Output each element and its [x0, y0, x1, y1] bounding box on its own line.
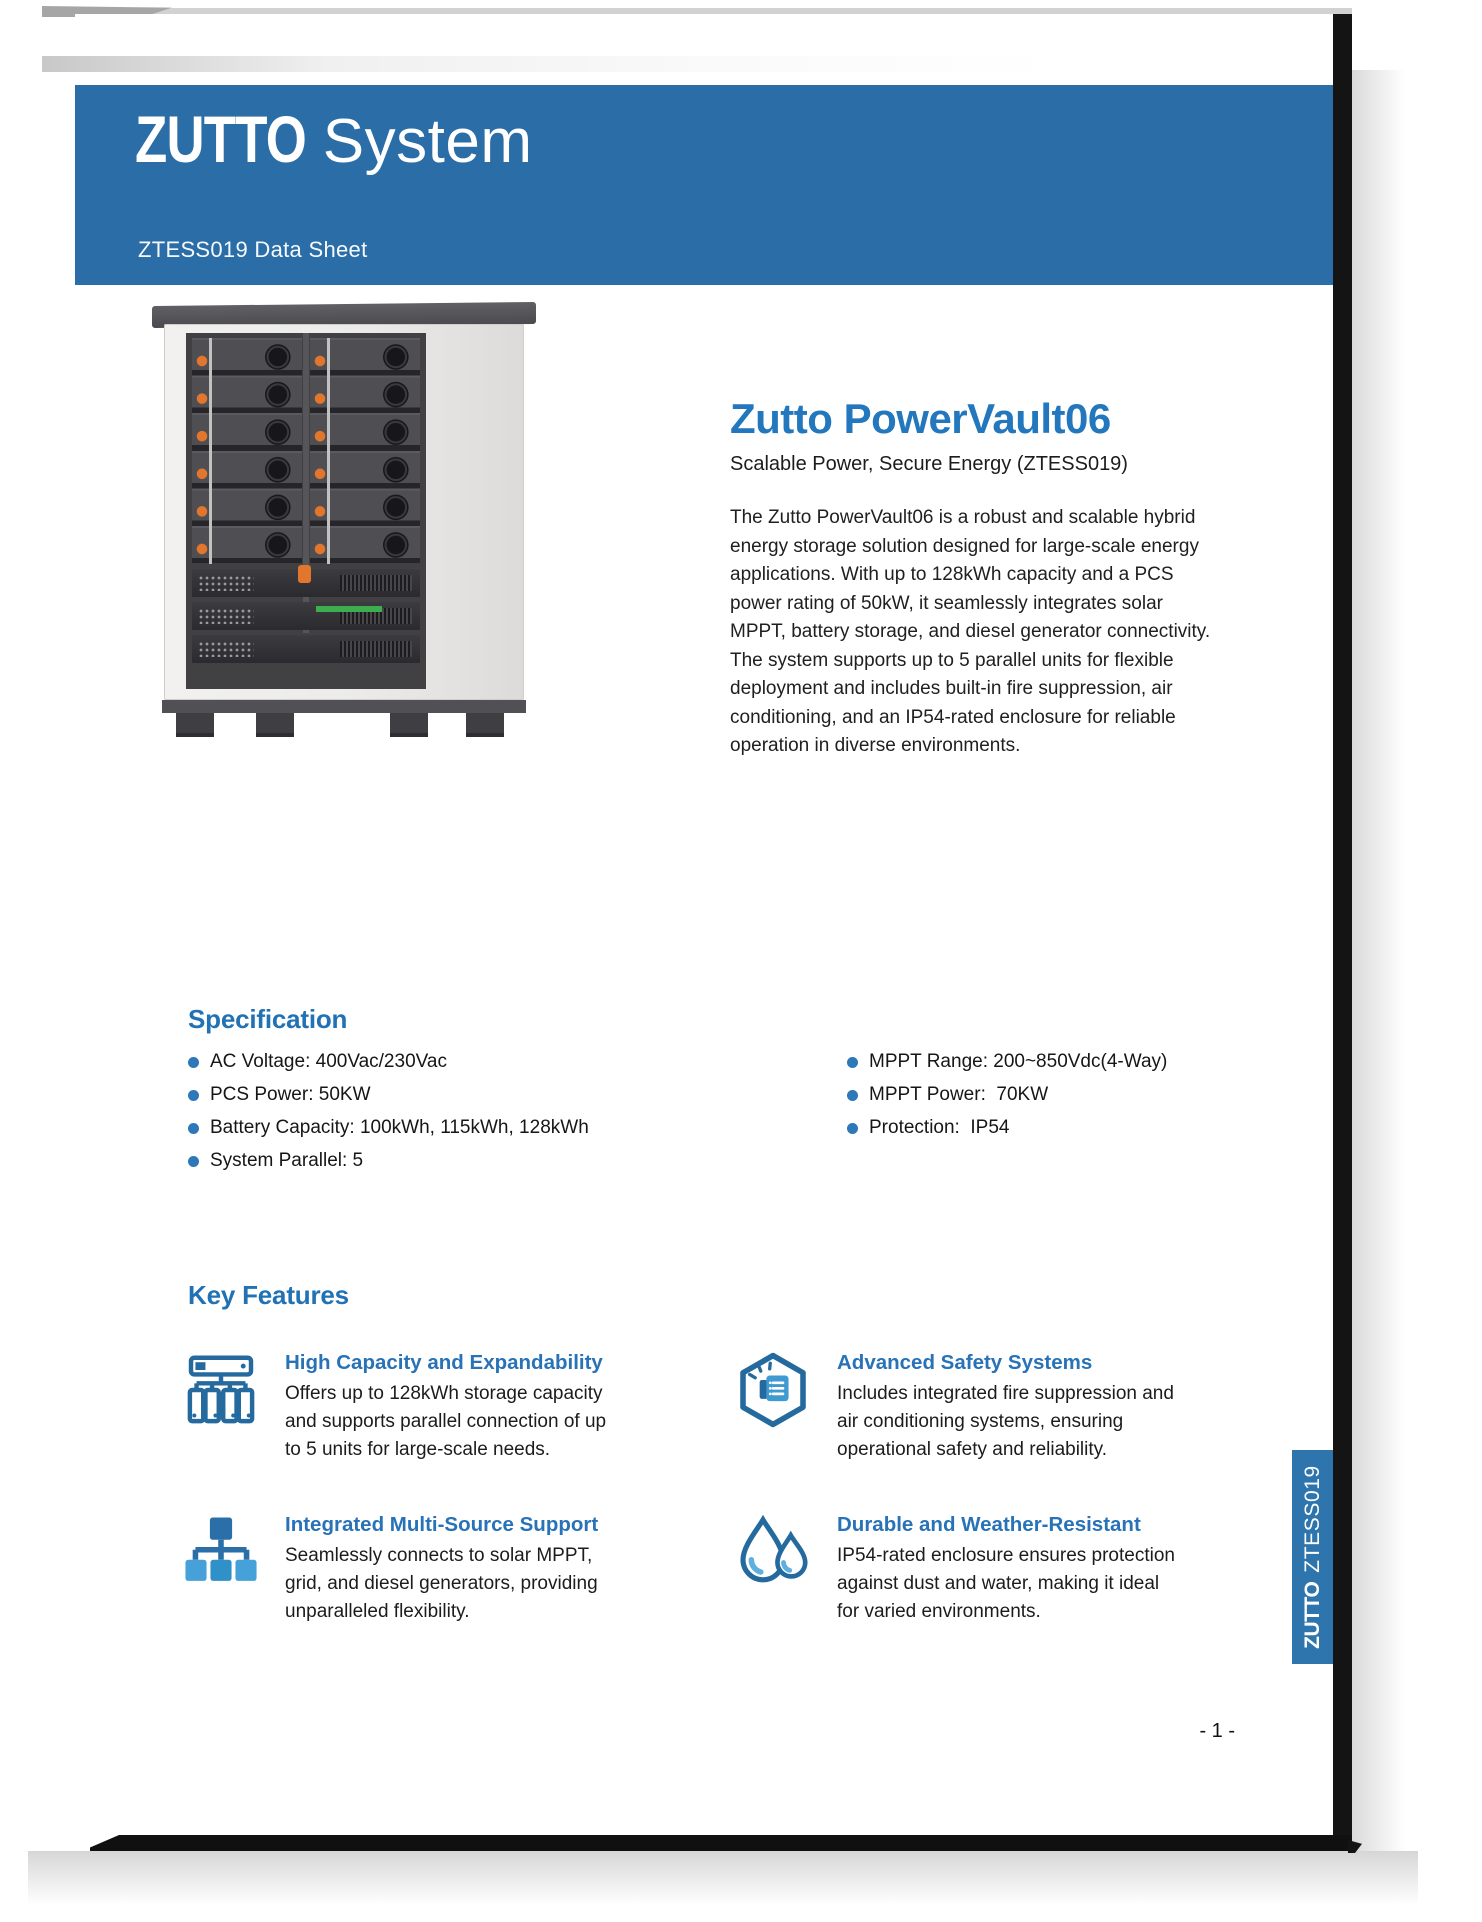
feature-text: Offers up to 128kWh storage capacity and supports parallel connection of up to 5 units for large-scale needs. — [285, 1383, 607, 1460]
bullet-icon — [847, 1057, 858, 1068]
cabinet-foot — [466, 713, 504, 737]
feature-multi-source — [181, 1512, 613, 1626]
side-tab-secondary: ZTESS019 — [1300, 1465, 1324, 1573]
bullet-icon — [188, 1156, 199, 1167]
hero-section — [730, 395, 1212, 761]
spec-item-label: PCS Power: 50KW — [210, 1084, 371, 1105]
page-edge-bottom — [90, 1835, 1352, 1851]
cabinet-interior — [186, 333, 426, 689]
feature-advanced-safety — [733, 1350, 1185, 1464]
brand-logo — [135, 101, 532, 177]
safety-icon — [733, 1350, 813, 1430]
specification-section — [188, 1004, 1288, 1183]
weather-icon — [733, 1512, 813, 1592]
masthead — [75, 85, 1333, 285]
product-image — [158, 298, 530, 746]
feature-title: Durable and Weather-Resistant — [837, 1513, 1141, 1536]
spec-item — [847, 1051, 1167, 1084]
cabinet-foot — [176, 713, 214, 737]
feature-body — [837, 1512, 1185, 1626]
feature-title: Integrated Multi-Source Support — [285, 1513, 599, 1536]
product-title: Zutto PowerVault06 — [730, 395, 1111, 442]
feature-high-capacity — [181, 1350, 613, 1464]
inverter-unit — [192, 602, 420, 630]
feature-body — [837, 1350, 1185, 1464]
cabinet-base — [162, 700, 526, 713]
feature-text: Includes integrated fire suppression and air conditioning systems, ensuring operational safety and reliability. — [837, 1383, 1174, 1460]
product-tagline: Scalable Power, Secure Energy (ZTESS019) — [730, 453, 1128, 475]
page-shadow-bottom — [28, 1851, 1418, 1911]
multi-source-icon — [181, 1512, 261, 1592]
side-tab-primary: ZUTTO — [1300, 1581, 1324, 1649]
spec-item-label: System Parallel: 5 — [210, 1150, 364, 1171]
page-top-shadow — [42, 56, 1352, 72]
product-description: The Zutto PowerVault06 is a robust and scalable hybrid energy storage solution designed for large-scale energy applications. With up to 128kWh capacity and a PCS power rating of 50kW, it seamlessly integrates solar MPPT, battery storage, and diesel generator connectivity. The system supports up to 5 parallel units for flexible deployment and includes built-in fire suppression, air conditioning, and an IP54-rated enclosure for reliable operation in diverse environments. — [730, 507, 1211, 756]
spec-item — [847, 1084, 1167, 1117]
cabinet-foot — [390, 713, 428, 737]
spec-item — [188, 1150, 1288, 1183]
spec-item — [847, 1117, 1167, 1150]
feature-text: IP54-rated enclosure ensures protection against dust and water, making it ideal for varied environments. — [837, 1545, 1175, 1622]
brand-logo-primary: ZUTTO — [135, 102, 307, 176]
side-tab-label — [1301, 1465, 1325, 1649]
battery-module-column — [310, 338, 420, 564]
bullet-icon — [847, 1090, 858, 1101]
spec-item-label: Battery Capacity: 100kWh, 115kWh, 128kWh — [210, 1117, 589, 1138]
feature-body — [285, 1350, 613, 1464]
bullet-icon — [188, 1123, 199, 1134]
inverter-unit — [192, 635, 420, 663]
terminal-strip — [316, 606, 382, 612]
connector-plug — [298, 565, 311, 583]
side-tab — [1292, 1450, 1333, 1664]
key-features-heading: Key Features — [188, 1280, 349, 1310]
doc-label: ZTESS019 Data Sheet — [138, 237, 368, 262]
brand-logo-secondary: System — [322, 107, 533, 176]
bullet-icon — [847, 1123, 858, 1134]
page-number: - 1 - — [1199, 1720, 1235, 1742]
feature-weather-resistant — [733, 1512, 1185, 1626]
page-edge-right — [1333, 14, 1352, 1851]
battery-module-column — [192, 338, 302, 564]
cabinet-foot — [256, 713, 294, 737]
spec-item-label: AC Voltage: 400Vac/230Vac — [210, 1051, 447, 1072]
feature-body — [285, 1512, 613, 1626]
datasheet-page — [75, 14, 1333, 1837]
page-shadow-right — [1352, 70, 1410, 1851]
capacity-icon — [181, 1350, 261, 1430]
feature-title: Advanced Safety Systems — [837, 1351, 1093, 1374]
spec-item-label: MPPT Range: 200~850Vdc(4-Way) — [869, 1051, 1168, 1072]
feature-text: Seamlessly connects to solar MPPT, grid, and diesel generators, providing unparalleled flexibility. — [285, 1545, 598, 1622]
specification-heading: Specification — [188, 1004, 348, 1034]
cabinet-shell — [164, 324, 524, 700]
specification-lists — [188, 1051, 1288, 1183]
spec-list-right — [847, 1051, 1167, 1150]
bullet-icon — [188, 1057, 199, 1068]
bullet-icon — [188, 1090, 199, 1101]
feature-title: High Capacity and Expandability — [285, 1351, 603, 1374]
spec-item-label: Protection: IP54 — [869, 1117, 1010, 1138]
spec-item-label: MPPT Power: 70KW — [869, 1084, 1049, 1105]
